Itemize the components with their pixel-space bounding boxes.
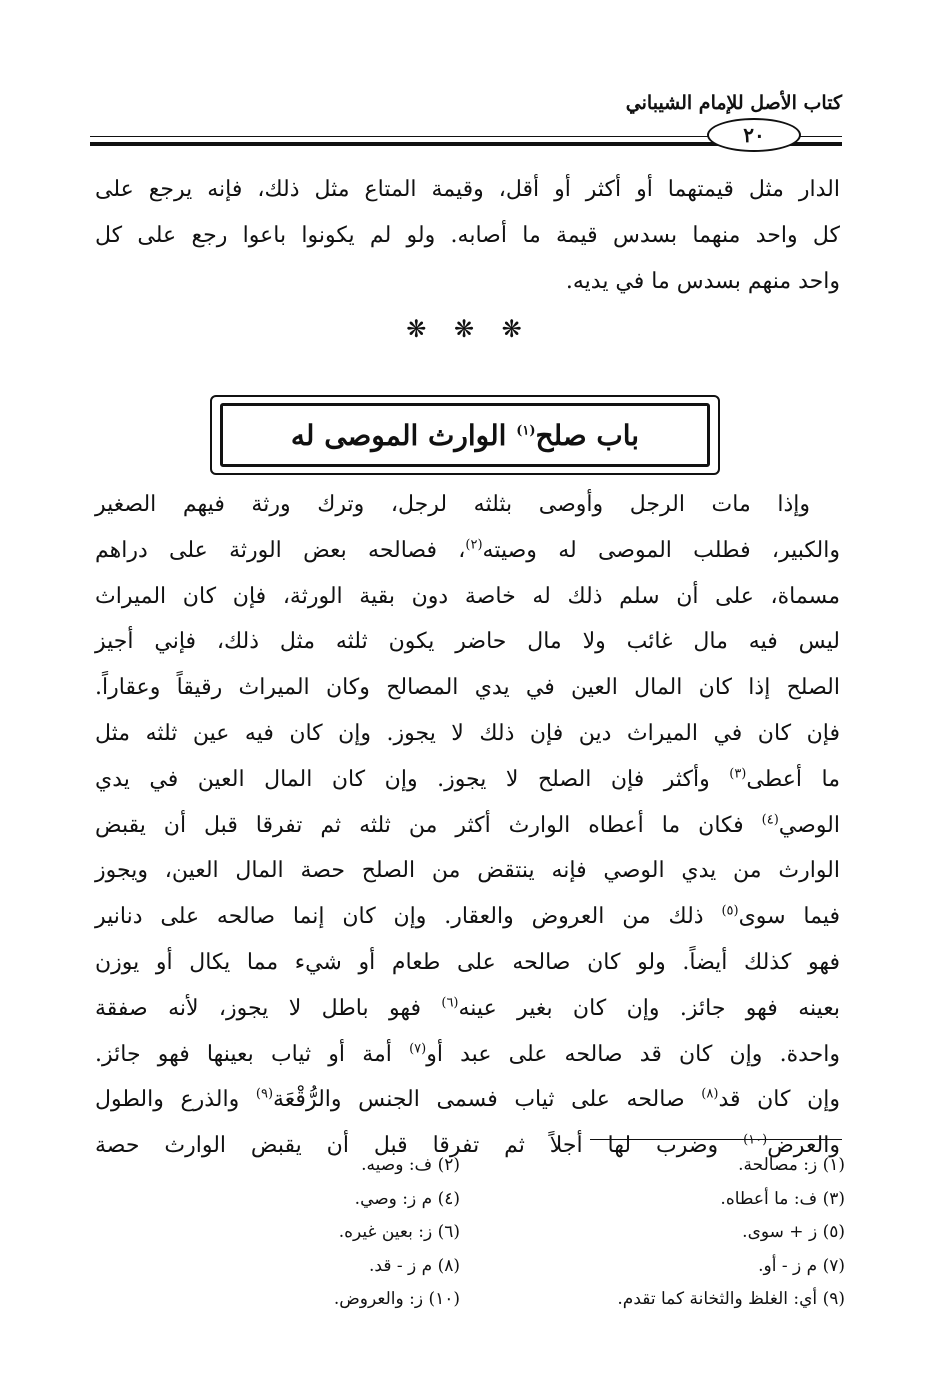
footnote-number: (٨) xyxy=(437,1255,460,1276)
footnote-text: ف: وصيه. xyxy=(361,1155,433,1175)
text-segment: ، فصالحه بعض الورثة على دراهم xyxy=(95,537,466,563)
footnote-text: م ز: وصي. xyxy=(354,1188,433,1209)
footnote-ref: (٧) xyxy=(409,1041,427,1057)
chapter-title-part: باب صلح xyxy=(535,418,640,452)
text-segment: الوصي xyxy=(778,812,840,838)
text-segment: ما أعطى xyxy=(746,766,840,792)
text-segment: وضرب لها أجلاً ثم تفرقا قبل أن يقبض الوارث حصة xyxy=(95,1133,744,1159)
footnote-number: (٩) xyxy=(822,1289,845,1309)
chapter-heading-inner-frame xyxy=(220,403,710,467)
text-segment: وإذا مات الرجل وأوصى بثلثه لرجل، وترك ورثة فيهم الصغير xyxy=(95,492,810,517)
footnote-text: أي: الغلظ والثخانة كما تقدم. xyxy=(617,1289,818,1309)
section-ornament: ❋ ❋ ❋ xyxy=(406,315,532,343)
footnote-ref: (١) xyxy=(516,423,536,439)
text-segment: بعينه فهو جائز. وإن كان بغير عينه xyxy=(458,995,840,1021)
book-title: كتاب الأصل للإمام الشيباني xyxy=(625,92,842,114)
text-segment: والذرع والطول xyxy=(95,1087,256,1113)
text-segment: فيما سوى xyxy=(738,904,841,930)
text-segment: فكان ما أعطاه الوارث أكثر من ثلثه ثم تفرقا قبل أن يقبض xyxy=(95,812,762,838)
text-line: مسماة، على أن سلم ذلك له خاصة دون بقية الورثة، فإن كان الميراث xyxy=(95,583,840,609)
footnote-number: (٢) xyxy=(437,1155,460,1175)
main-body xyxy=(95,482,840,1169)
footnote-number: (٣) xyxy=(822,1188,845,1209)
footnote-text: ز: والعروض. xyxy=(333,1289,424,1309)
footnote-ref: (٢) xyxy=(465,537,483,553)
text-line: فهو كذلك أيضاً. ولو كان صالحه على طعام أو شيء مما يكال أو يوزن xyxy=(95,949,840,975)
text-line: الدار مثل قيمتهما أو أكثر أو أقل، وقيمة المتاع مثل ذلك، فإنه يرجع على xyxy=(95,177,840,202)
text-line: واحد منهم بسدس ما في يديه. xyxy=(565,268,840,294)
footnote-row xyxy=(90,1155,845,1189)
text-segment: ذلك من العروض والعقار. وإن كان إنما صالحه على دنانير xyxy=(95,904,722,930)
footnote-number: (٤) xyxy=(437,1188,460,1209)
chapter-heading-frame xyxy=(210,395,720,475)
footnote-number: (١) xyxy=(822,1155,845,1175)
text-line xyxy=(95,803,840,849)
text-line xyxy=(95,482,840,528)
footnote xyxy=(334,1289,460,1309)
text-line xyxy=(95,1032,840,1078)
footnote xyxy=(758,1256,845,1276)
footnote-ref: (٣) xyxy=(729,766,747,782)
footnote-number: (٧) xyxy=(822,1255,845,1276)
footnote-text: ز: مصالحة. xyxy=(738,1155,818,1175)
chapter-title-part: الوارث الموصى له xyxy=(290,418,517,452)
page-header xyxy=(90,92,842,152)
text-segment: والعرض xyxy=(767,1133,840,1159)
text-line xyxy=(95,986,840,1032)
text-line: ليس فيه مال غائب ولا مال حاضر يكون ثلثه مثل ذلك، فإني أجيز xyxy=(95,629,840,655)
footnote-row xyxy=(90,1222,845,1256)
footnote-ref: (٨) xyxy=(701,1087,719,1103)
footnote-row xyxy=(90,1289,845,1323)
footnote-ref: (١٠) xyxy=(743,1132,768,1148)
text-line xyxy=(95,1077,840,1123)
footnote xyxy=(339,1222,460,1242)
footnote xyxy=(355,1189,460,1209)
text-segment: وأكثر فإن الصلح لا يجوز. وإن كان المال العين في يدي xyxy=(95,766,730,792)
footnote-number: (١٠) xyxy=(428,1289,460,1309)
text-line: الوارث من يدي الوصي فإنه ينتقض من الصلح حصة المال العين، ويجوز xyxy=(95,858,840,884)
text-line xyxy=(95,528,840,574)
footnote-row xyxy=(90,1256,845,1290)
footnote-ref: (٩) xyxy=(255,1087,274,1103)
text-segment: وإن كان قد xyxy=(718,1087,841,1113)
footnote-row xyxy=(90,1189,845,1223)
footnote xyxy=(738,1155,845,1175)
footnote xyxy=(361,1155,460,1175)
text-line: الصلح إذا كان المال العين في يدي المصالح وكان الميراث رقيقاً وعقاراً. xyxy=(95,675,840,701)
footnote-text: م ز - قد. xyxy=(369,1255,433,1276)
footnote-text: ز + سوى. xyxy=(742,1222,818,1242)
text-segment: أمة أو ثياب بعينها فهو جائز. xyxy=(95,1041,410,1067)
footnote xyxy=(720,1189,845,1209)
text-segment: فهو باطل لا يجوز، لأنه صفقة xyxy=(95,995,442,1021)
footnote-ref: (٤) xyxy=(761,812,779,828)
footnote-number: (٦) xyxy=(437,1222,460,1242)
footnote xyxy=(742,1222,845,1242)
text-segment: صالحه على ثياب فسمى الجنس والرُّقْعَة xyxy=(273,1087,702,1113)
footnote-ref: (٦) xyxy=(441,995,459,1011)
footnote-text: ف: ما أعطاه. xyxy=(720,1188,818,1209)
footnote xyxy=(617,1289,845,1309)
top-paragraph xyxy=(95,167,840,304)
text-line: فإن كان في الميراث دين فإن ذلك لا يجوز. وإن كان فيه عين ثلثه مثل xyxy=(95,720,840,746)
footnote-text: ز: بعين غيره. xyxy=(338,1222,433,1242)
page-number: ٢٠ xyxy=(707,118,801,152)
footnote-number: (٥) xyxy=(822,1222,845,1242)
chapter-title xyxy=(291,419,639,452)
footnote xyxy=(369,1256,460,1276)
text-line xyxy=(95,894,840,940)
footnote-text: م ز - أو. xyxy=(758,1255,818,1276)
footnote-ref: (٥) xyxy=(721,903,739,919)
text-line xyxy=(95,757,840,803)
text-segment: والكبير، فطلب الموصى له وصيته xyxy=(482,537,840,563)
text-line: كل واحد منهما بسدس قيمة ما أصابه. ولو لم يكونوا باعوا رجع على كل xyxy=(95,222,840,248)
text-segment: واحدة. وإن كان قد صالحه على عبد أو xyxy=(426,1041,840,1067)
footnote-separator xyxy=(590,1139,842,1140)
footnotes xyxy=(90,1155,845,1323)
